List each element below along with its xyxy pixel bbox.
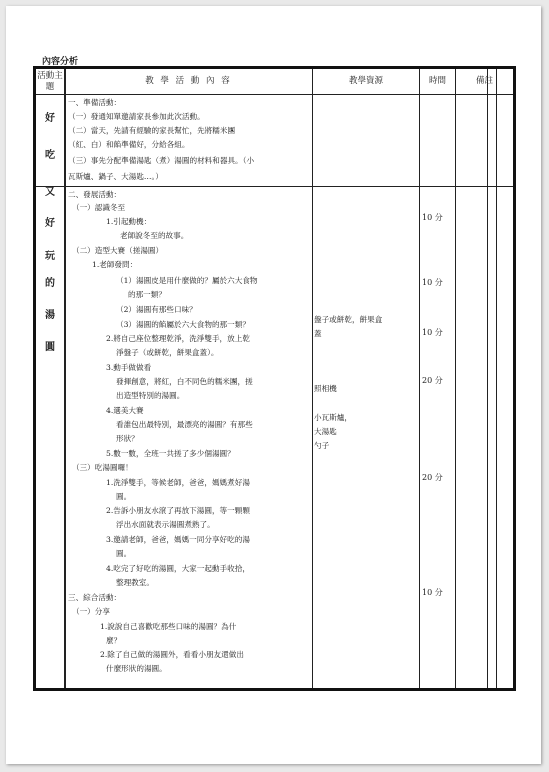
- theme-char: 的: [45, 278, 55, 289]
- resource-item: 大湯匙: [314, 427, 337, 436]
- activity-line: 4.選美大賽: [106, 406, 144, 415]
- time-allocation: 10 分: [422, 328, 443, 337]
- time-allocation: 10 分: [422, 278, 443, 287]
- header-note: 備註: [475, 76, 493, 86]
- column-divider: [455, 69, 456, 688]
- prep-line: （二）當天，先請有經驗的家長幫忙，先將糯米團: [68, 126, 236, 135]
- header-theme: 活動主題: [37, 70, 63, 92]
- prep-line: （紅、白）和餡準備好，分給各組。: [68, 140, 190, 149]
- activity-line: 2.除了自己做的湯圓外，看看小朋友還做出: [100, 650, 244, 659]
- resource-item: 蓋: [314, 329, 322, 338]
- theme-char: 湯: [45, 310, 55, 321]
- activity-line: 2.將自己座位整理乾淨，洗淨雙手，放上乾: [106, 334, 250, 343]
- theme-char: 玩: [45, 251, 55, 262]
- activity-line: 4.吃完了好吃的湯圓，大家一起動手收拾，: [106, 564, 250, 573]
- activity-line: （一）認識冬至: [72, 203, 126, 212]
- time-allocation: 20 分: [422, 473, 443, 482]
- activity-line: 出造型特別的湯圓。: [116, 391, 185, 400]
- activity-line: 3.邀請老師，爸爸，媽媽一同分享好吃的湯: [106, 535, 250, 544]
- activity-line: 1.引起動機：: [106, 217, 152, 226]
- column-divider: [312, 69, 313, 688]
- theme-char: 吃: [45, 150, 55, 161]
- time-allocation: 20 分: [422, 376, 443, 385]
- theme-char: 又: [45, 187, 55, 198]
- prep-line: （三）事先分配準備湯匙（煮）湯圓的材料和器具。（小: [68, 156, 255, 165]
- activity-line: 老師說冬至的故事。: [120, 231, 189, 240]
- theme-char: 圓: [45, 342, 55, 353]
- header-time: 時間: [428, 76, 446, 86]
- column-divider: [496, 69, 497, 688]
- activity-line: 浮出水面就表示湯圓煮熟了。: [116, 520, 215, 529]
- column-divider: [419, 69, 420, 688]
- activity-line: （二）造型大賽（搓湯圓）: [72, 246, 164, 255]
- activity-line: 看誰包出最特別，最漂亮的湯圓？有那些: [116, 420, 253, 429]
- resource-item: 小瓦斯爐，: [314, 413, 352, 422]
- section-heading: 內容分析: [42, 57, 79, 67]
- prep-line: （一）發通知單邀請家長參加此次活動。: [68, 112, 205, 121]
- activity-line: （1）湯圓皮是用什麼做的？屬於六大食物: [116, 276, 258, 285]
- activity-line: 二、發展活動：: [68, 190, 122, 199]
- header-resources: 教學資源: [348, 76, 383, 86]
- activity-line: 3.動手做做看: [106, 363, 152, 372]
- activity-line: 1.老師發問：: [92, 260, 138, 269]
- column-divider: [487, 69, 488, 688]
- activity-line: 圓。: [116, 549, 132, 558]
- row-divider: [36, 94, 513, 95]
- activity-line: （2）湯圓有那些口味？: [116, 305, 197, 314]
- activity-line: 三、綜合活動：: [68, 593, 122, 602]
- column-divider: [64, 69, 66, 688]
- activity-line: 1.洗淨雙手，等候老師，爸爸，媽媽煮好湯: [106, 478, 250, 487]
- header-content: 教 學 活 動 內 容: [145, 76, 232, 86]
- activity-line: 2.告訴小朋友水滾了再放下湯圓，等一顆顆: [106, 506, 250, 515]
- activity-line: 1.說說自己喜歡吃那些口味的湯圓？為什: [100, 622, 237, 631]
- activity-line: 什麼形狀的湯圓。: [106, 664, 167, 673]
- resource-item: 盤子或餅乾，餅果盒: [314, 315, 383, 324]
- activity-line: （三）吃湯圓囉！: [72, 463, 133, 472]
- prep-line: 一、準備活動：: [68, 98, 122, 107]
- activity-line: 麼？: [106, 636, 122, 645]
- row-divider: [36, 186, 513, 187]
- theme-char: 好: [45, 113, 55, 124]
- activity-line: （一）分享: [72, 607, 110, 616]
- resource-item: 照相機: [314, 384, 337, 393]
- theme-char: 好: [45, 218, 55, 229]
- activity-line: 發揮創意，將紅，白不同色的糯米團，搓: [116, 377, 253, 386]
- time-allocation: 10 分: [422, 213, 443, 222]
- prep-line: 瓦斯爐、鍋子、大湯匙…。）: [68, 172, 163, 181]
- activity-line: 圓。: [116, 492, 132, 501]
- activity-line: 形狀？: [116, 434, 139, 443]
- activity-line: 整理教室。: [116, 578, 154, 587]
- activity-line: （3）湯圓的餡屬於六大食物的那一類？: [116, 320, 250, 329]
- time-allocation: 10 分: [422, 588, 443, 597]
- activity-line: 淨盤子（或餅乾，餅果盒蓋）。: [116, 348, 219, 357]
- resource-item: 勺子: [314, 441, 330, 450]
- activity-line: 的那一類？: [128, 290, 166, 299]
- activity-line: 5.數一數，全班一共搓了多少個湯圓？: [106, 449, 235, 458]
- lesson-table: [33, 66, 516, 691]
